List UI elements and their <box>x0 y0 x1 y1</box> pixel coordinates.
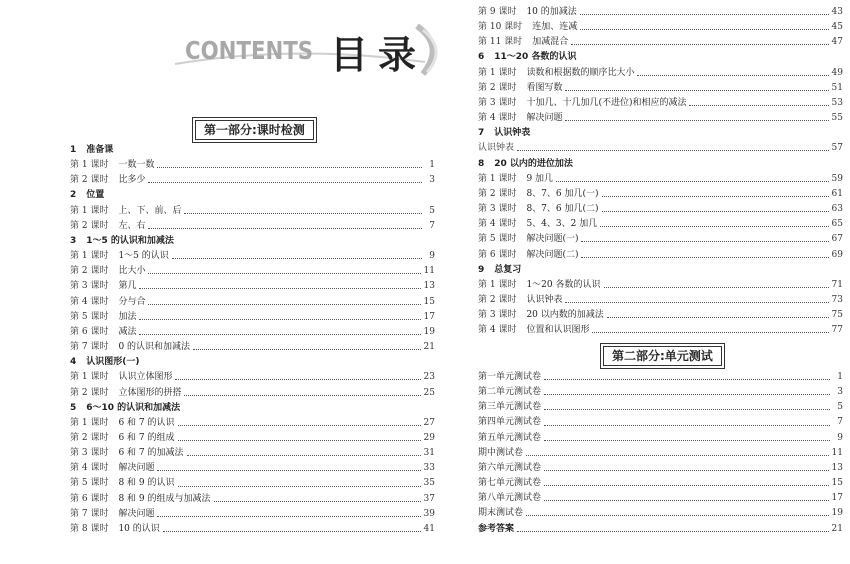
dot-leader <box>571 44 828 45</box>
toc-entry <box>478 217 843 232</box>
lesson-label: 第 4 课时 <box>478 219 517 230</box>
dot-leader <box>607 317 829 318</box>
page-number: 31 <box>423 448 435 459</box>
page-number: 21 <box>423 342 435 353</box>
unit-test-entry <box>478 400 843 415</box>
lesson-title: 上、下、前、后 <box>118 205 182 216</box>
lesson-label: 第 5 课时 <box>70 311 109 322</box>
toc-entry <box>478 293 843 308</box>
part2-toc-list <box>478 370 843 537</box>
section-number: 8 <box>478 158 485 169</box>
unit-test-entry <box>478 522 843 537</box>
toc-entry <box>70 492 435 507</box>
lesson-title: 6 和 7 的认识 <box>118 417 175 428</box>
section-number: 5 <box>70 402 77 413</box>
toc-entry <box>70 295 435 310</box>
dot-leader <box>139 288 420 289</box>
dot-leader <box>565 90 828 91</box>
toc-entry <box>70 279 435 294</box>
toc-entry <box>70 249 435 264</box>
page-number: 3 <box>429 175 435 186</box>
page-number: 27 <box>423 417 435 428</box>
toc-entry <box>478 248 843 263</box>
dot-leader <box>544 440 830 441</box>
contents-header <box>155 24 455 79</box>
page-number: 49 <box>831 67 843 78</box>
lesson-title: 解决问题 <box>526 113 563 124</box>
page-number: 15 <box>423 296 435 307</box>
unit-test-entry <box>478 385 843 400</box>
page-number: 51 <box>831 82 843 93</box>
page-number: 45 <box>831 22 843 33</box>
page-number: 29 <box>423 432 435 443</box>
lesson-title: 读数和根据数的顺序比大小 <box>526 67 635 78</box>
page-number: 1 <box>429 160 435 171</box>
lesson-label: 第 2 课时 <box>70 175 109 186</box>
page-number: 69 <box>831 249 843 260</box>
dot-leader <box>581 257 828 258</box>
toc-entry <box>70 476 435 491</box>
dot-leader <box>175 379 420 380</box>
toc-entry <box>478 96 843 111</box>
dot-leader <box>544 485 829 486</box>
part2-title-box <box>600 343 725 369</box>
dot-leader <box>187 455 421 456</box>
section-number: 3 <box>70 235 77 246</box>
unit-test-title: 期末测试卷 <box>478 508 524 519</box>
dot-leader <box>148 228 422 229</box>
dot-leader <box>580 14 829 15</box>
dot-leader <box>600 226 828 227</box>
dot-leader <box>178 425 421 426</box>
dot-leader <box>178 486 421 487</box>
dot-leader <box>148 304 420 305</box>
lesson-label: 第 3 课时 <box>70 281 109 292</box>
dot-leader <box>580 29 828 30</box>
page-number: 47 <box>831 37 843 48</box>
section-number: 6 <box>478 52 485 63</box>
toc-entry <box>70 325 435 340</box>
lesson-label: 第 7 课时 <box>70 342 109 353</box>
dot-leader <box>544 425 830 426</box>
page-number: 53 <box>831 97 843 108</box>
page-number: 73 <box>831 294 843 305</box>
unit-test-title: 第六单元测试卷 <box>478 462 542 473</box>
lesson-title: 十加几、十几加几(不进位)和相应的减法 <box>526 97 687 108</box>
section-number: 1 <box>70 145 77 155</box>
dot-leader <box>602 196 829 197</box>
lesson-label: 第 3 课时 <box>70 448 109 459</box>
toc-entry <box>478 308 843 323</box>
section-title: 1～5 的认识和加减法 <box>86 235 174 246</box>
lesson-label: 第 2 课时 <box>70 266 109 277</box>
lesson-label: 第 2 课时 <box>478 82 517 93</box>
dot-leader <box>637 75 828 76</box>
lesson-label: 第 7 课时 <box>70 508 109 519</box>
unit-test-entry <box>478 461 843 476</box>
dot-leader <box>602 211 829 212</box>
lesson-label: 第 1 课时 <box>70 417 109 428</box>
page-number: 7 <box>837 417 843 428</box>
dot-leader <box>517 150 829 151</box>
section-number: 2 <box>70 190 77 201</box>
section-title: 认识图形(一) <box>86 357 140 368</box>
dot-leader <box>157 516 420 517</box>
page-number: 19 <box>831 508 843 519</box>
page-number: 19 <box>423 326 435 337</box>
dot-leader <box>157 167 422 168</box>
dot-leader <box>193 349 421 350</box>
dot-leader <box>592 332 828 333</box>
section-heading <box>70 355 435 370</box>
lesson-label: 第 8 课时 <box>70 523 109 534</box>
lesson-label: 第 4 课时 <box>478 325 517 336</box>
lesson-title: 认识立体图形 <box>118 372 173 383</box>
dot-leader <box>163 531 421 532</box>
dot-leader <box>214 501 421 502</box>
toc-entry <box>478 187 843 202</box>
lesson-label: 第 4 课时 <box>70 296 109 307</box>
toc-entry <box>478 81 843 96</box>
section-heading <box>70 188 435 203</box>
dot-leader <box>148 182 422 183</box>
lesson-label: 第 1 课时 <box>70 205 109 216</box>
toc-entry <box>70 264 435 279</box>
lesson-label: 第 1 课时 <box>478 173 517 184</box>
dot-leader <box>544 470 829 471</box>
lesson-label: 第 1 课时 <box>70 160 109 171</box>
toc-entry <box>70 461 435 476</box>
lesson-title: 8、7、6 加几(一) <box>526 188 599 199</box>
section-heading <box>70 234 435 249</box>
toc-entry <box>70 386 435 401</box>
page-number: 9 <box>429 251 435 262</box>
toc-entry <box>478 66 843 81</box>
page-number: 71 <box>831 279 843 290</box>
lesson-title: 一数一数 <box>118 160 155 171</box>
page-number: 65 <box>831 219 843 230</box>
unit-test-title: 第七单元测试卷 <box>478 478 542 489</box>
lesson-title: 分与合 <box>118 296 146 307</box>
unit-test-title: 第八单元测试卷 <box>478 493 542 504</box>
section-title: 认识钟表 <box>494 128 531 139</box>
dot-leader <box>178 440 421 441</box>
toc-entry <box>478 202 843 217</box>
page-number: 61 <box>831 188 843 199</box>
section-heading <box>478 126 843 141</box>
lesson-title: 解决问题(一) <box>526 234 579 245</box>
part1-title: 第一部分:课时检测 <box>195 120 314 140</box>
right-toc-list <box>478 5 843 338</box>
lesson-label: 认识钟表 <box>478 143 515 154</box>
toc-entry <box>70 204 435 219</box>
lesson-title: 比多少 <box>118 175 146 186</box>
lesson-title: 8、7、6 加几(二) <box>526 204 599 215</box>
lesson-label: 第 3 课时 <box>478 204 517 215</box>
page-number: 63 <box>831 204 843 215</box>
contents-word: CONTENTS <box>185 36 314 65</box>
page-number: 3 <box>837 387 843 398</box>
lesson-label: 第 5 课时 <box>70 478 109 489</box>
page-number: 41 <box>423 523 435 534</box>
toc-entry <box>70 416 435 431</box>
lesson-title: 6 和 7 的组成 <box>118 432 175 443</box>
lesson-label: 第 9 课时 <box>478 7 517 17</box>
toc-entry <box>70 219 435 234</box>
lesson-title: 解决问题 <box>118 463 155 474</box>
section-number: 9 <box>478 264 485 275</box>
dot-leader <box>604 287 829 288</box>
page-number: 7 <box>429 220 435 231</box>
page-number: 59 <box>831 173 843 184</box>
section-heading <box>478 263 843 278</box>
dot-leader <box>565 120 828 121</box>
lesson-title: 9 加几 <box>526 173 554 184</box>
page-number: 11 <box>423 266 435 277</box>
unit-test-entry <box>478 446 843 461</box>
toc-entry <box>70 446 435 461</box>
dot-leader <box>184 213 422 214</box>
toc-entry <box>478 172 843 187</box>
section-heading <box>70 401 435 416</box>
mulu-word: 目录 <box>330 33 427 77</box>
toc-entry <box>70 158 435 173</box>
dot-leader <box>172 258 422 259</box>
lesson-title: 减法 <box>118 326 137 337</box>
dot-leader <box>544 379 830 380</box>
unit-test-entry <box>478 370 843 385</box>
dot-leader <box>544 409 830 410</box>
page-number: 43 <box>831 7 843 17</box>
dot-leader <box>556 181 829 182</box>
dot-leader <box>544 500 829 501</box>
lesson-label: 第 5 课时 <box>478 234 517 245</box>
unit-test-title: 第三单元测试卷 <box>478 402 542 413</box>
section-number: 4 <box>70 357 77 368</box>
lesson-label: 第 3 课时 <box>478 97 517 108</box>
toc-entry <box>70 370 435 385</box>
unit-test-title: 参考答案 <box>478 523 515 534</box>
dot-leader <box>565 302 828 303</box>
unit-test-entry <box>478 476 843 491</box>
page-number: 15 <box>831 478 843 489</box>
lesson-label: 第 1 课时 <box>478 279 517 290</box>
dot-leader <box>581 241 828 242</box>
toc-entry <box>478 323 843 338</box>
toc-entry <box>70 507 435 522</box>
page-number: 5 <box>837 402 843 413</box>
lesson-title: 认识钟表 <box>526 294 563 305</box>
lesson-title: 20 以内数的加减法 <box>526 310 604 321</box>
dot-leader <box>148 273 420 274</box>
lesson-title: 位置和认识图形 <box>526 325 590 336</box>
toc-entry <box>478 278 843 293</box>
lesson-label: 第 2 课时 <box>478 188 517 199</box>
section-title: 11～20 各数的认识 <box>494 52 577 63</box>
unit-test-title: 第五单元测试卷 <box>478 432 542 443</box>
dot-leader <box>157 470 420 471</box>
part2-title: 第二部分:单元测试 <box>603 346 722 366</box>
page-number: 23 <box>423 372 435 383</box>
part1-title-box <box>192 117 317 143</box>
toc-entry <box>478 20 843 35</box>
lesson-label: 第 6 课时 <box>70 326 109 337</box>
lesson-title: 比大小 <box>118 266 146 277</box>
toc-entry <box>478 232 843 247</box>
toc-entry <box>70 173 435 188</box>
lesson-title: 加减混合 <box>532 37 569 48</box>
lesson-label: 第 1 课时 <box>70 372 109 383</box>
page-number: 33 <box>423 463 435 474</box>
page-number: 55 <box>831 113 843 124</box>
page-number: 5 <box>429 205 435 216</box>
unit-test-entry <box>478 431 843 446</box>
lesson-label: 第 2 课时 <box>478 294 517 305</box>
lesson-label: 第 4 课时 <box>478 113 517 124</box>
page-number: 13 <box>831 462 843 473</box>
unit-test-title: 期中测试卷 <box>478 447 524 458</box>
unit-test-entry <box>478 415 843 430</box>
dot-leader <box>526 455 829 456</box>
part1-toc-list <box>70 143 435 537</box>
right-page <box>450 0 850 564</box>
dot-leader <box>517 531 829 532</box>
section-title: 位置 <box>86 190 105 201</box>
lesson-title: 左、右 <box>118 220 146 231</box>
lesson-label: 第 10 课时 <box>478 22 523 33</box>
lesson-label: 第 6 课时 <box>70 493 109 504</box>
page-number: 25 <box>423 387 435 398</box>
page-number: 11 <box>831 447 843 458</box>
lesson-title: 8 和 9 的认识 <box>118 478 175 489</box>
lesson-title: 1～5 的认识 <box>118 251 169 262</box>
toc-entry <box>478 35 843 50</box>
page-number: 67 <box>831 234 843 245</box>
section-heading <box>478 50 843 65</box>
toc-entry <box>70 522 435 537</box>
lesson-title: 加法 <box>118 311 137 322</box>
toc-entry <box>70 431 435 446</box>
toc-entry <box>478 111 843 126</box>
lesson-title: 第几 <box>118 281 137 292</box>
page-number: 75 <box>831 310 843 321</box>
toc-entry <box>478 5 843 20</box>
unit-test-entry <box>478 491 843 506</box>
section-heading <box>478 157 843 172</box>
section-title: 20 以内的进位加法 <box>494 158 573 169</box>
unit-test-title: 第四单元测试卷 <box>478 417 542 428</box>
lesson-title: 解决问题(二) <box>526 249 579 260</box>
page-number: 57 <box>831 143 843 154</box>
lesson-title: 8 和 9 的组成与加减法 <box>118 493 211 504</box>
toc-entry <box>70 340 435 355</box>
page-number: 9 <box>837 432 843 443</box>
dot-leader <box>184 395 420 396</box>
section-title: 总复习 <box>494 264 522 275</box>
toc-entry <box>478 141 843 156</box>
lesson-title: 6 和 7 的加减法 <box>118 448 184 459</box>
unit-test-title: 第一单元测试卷 <box>478 372 542 382</box>
dot-leader <box>544 394 830 395</box>
unit-test-title: 第二单元测试卷 <box>478 387 542 398</box>
lesson-title: 连加、连减 <box>532 22 578 33</box>
page-number: 39 <box>423 508 435 519</box>
lesson-title: 0 的认识和加减法 <box>118 342 191 353</box>
lesson-label: 第 6 课时 <box>478 249 517 260</box>
page-number: 21 <box>831 523 843 534</box>
dot-leader <box>689 105 828 106</box>
section-title: 准备课 <box>86 145 114 155</box>
lesson-title: 解决问题 <box>118 508 155 519</box>
page-number: 17 <box>423 311 435 322</box>
page-number: 35 <box>423 478 435 489</box>
lesson-title: 5、4、3、2 加几 <box>526 219 598 230</box>
lesson-label: 第 2 课时 <box>70 387 109 398</box>
page-number: 13 <box>423 281 435 292</box>
dot-leader <box>139 334 420 335</box>
page-number: 37 <box>423 493 435 504</box>
lesson-label: 第 2 课时 <box>70 432 109 443</box>
lesson-title: 10 的认识 <box>118 523 160 534</box>
lesson-label: 第 1 课时 <box>70 251 109 262</box>
page-number: 1 <box>837 372 843 382</box>
section-heading <box>70 143 435 158</box>
lesson-title: 看图写数 <box>526 82 563 93</box>
page-number: 17 <box>831 493 843 504</box>
page-number: 77 <box>831 325 843 336</box>
dot-leader <box>526 515 829 516</box>
lesson-label: 第 4 课时 <box>70 463 109 474</box>
toc-entry <box>70 310 435 325</box>
lesson-title: 10 的加减法 <box>526 7 577 17</box>
lesson-title: 1～20 各数的认识 <box>526 279 601 290</box>
dot-leader <box>139 319 420 320</box>
lesson-label: 第 2 课时 <box>70 220 109 231</box>
lesson-title: 立体图形的拼搭 <box>118 387 182 398</box>
lesson-label: 第 1 课时 <box>478 67 517 78</box>
section-title: 6～10 的认识和加减法 <box>86 402 181 413</box>
unit-test-entry <box>478 506 843 521</box>
section-number: 7 <box>478 128 485 139</box>
lesson-label: 第 11 课时 <box>478 37 523 48</box>
lesson-label: 第 3 课时 <box>478 310 517 321</box>
